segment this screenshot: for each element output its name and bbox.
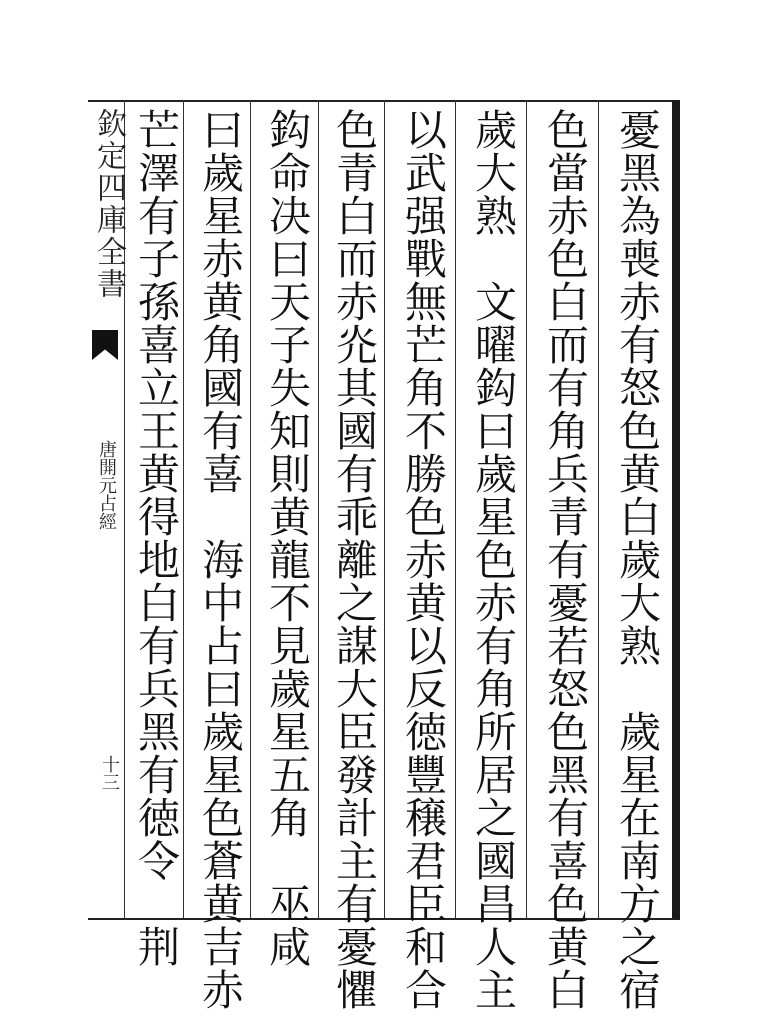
text-column-5: 色青白而赤灮其國有乖離之謀大臣發計主有憂懼	[330, 108, 379, 1011]
frame-right-border	[672, 100, 680, 920]
section-title: 唐開元占經	[96, 440, 117, 530]
text-column-4: 以武强戰無芒角不勝色赤黄以反徳豐穣君臣和合	[399, 108, 448, 1011]
text-column-2: 色當赤色白而有角兵青有憂若怒色黑有喜色黄白	[541, 108, 590, 1011]
column-rule	[526, 100, 527, 918]
book-title: 欽定四庫全書	[91, 108, 126, 300]
frame-top-border	[88, 100, 678, 102]
page-number: 十三	[99, 755, 120, 791]
column-rule	[318, 100, 319, 918]
column-rule	[598, 100, 599, 918]
text-column-3: 歲大熟 文曜鈎曰歲星色赤有角所居之國昌人主	[469, 108, 518, 1011]
text-column-1: 憂黑為喪赤有怒色黄白歲大熟 歲星在南方之宿	[613, 108, 662, 1011]
text-column-8: 芒澤有子孫喜立王黄得地白有兵黑有徳令 荆	[132, 108, 181, 968]
column-rule	[455, 100, 456, 918]
text-column-6: 鈎命决曰天子失知則黄龍不見歲星五角 巫咸	[263, 108, 312, 968]
text-column-7: 曰歲星赤黄角國有喜 海中占曰歲星色蒼黄吉赤	[196, 108, 245, 1011]
